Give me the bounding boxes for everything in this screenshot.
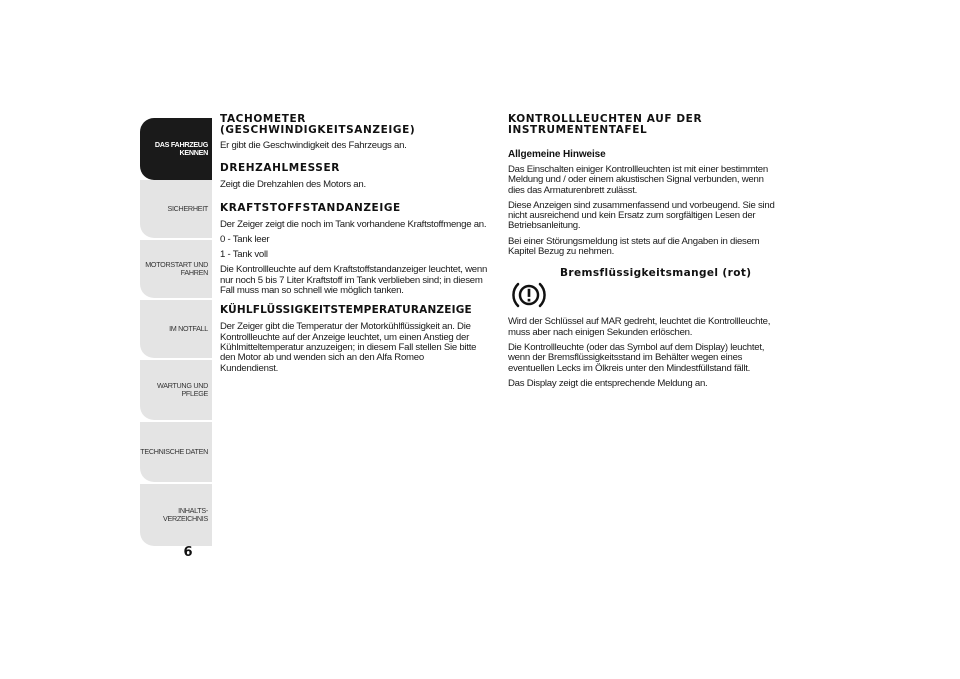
left-column: [220, 114, 502, 374]
page-number: 6: [183, 545, 193, 560]
kraftstoff-lamp-text: Die Kontrollleuchte auf dem Kraftstoffstandanzeiger leuchtet, wenn nur noch 5 bis 7 Liter Kraftstoff im Tank verblieben sind; in diesem Fall muss man so schnell wie möglich tanken.: [220, 264, 488, 297]
tab-im-notfall[interactable]: [140, 300, 212, 358]
drehzahl-heading: DREHZAHLMESSER: [220, 162, 340, 175]
brake-warning-icon: [510, 276, 548, 314]
kraftstoff-empty: 0 - Tank leer: [220, 233, 270, 245]
tab-label: WARTUNG UND PFLEGE: [156, 380, 208, 398]
kraftstoff-heading: KRAFTSTOFFSTANDANZEIGE: [220, 201, 401, 214]
tab-sicherheit[interactable]: [140, 180, 212, 238]
tacho-heading: TACHOMETER (GESCHWINDIGKEITSANZEIGE): [220, 113, 416, 136]
drehzahl-text: Zeigt die Drehzahlen des Motors an.: [220, 179, 366, 191]
tab-wartung-und-pflege[interactable]: [140, 360, 212, 420]
kontrollleuchten-heading: KONTROLLLEUCHTEN AUF DER INSTRUMENTENTAFEL: [508, 113, 703, 136]
tab-inhaltsverzeichnis[interactable]: [140, 484, 212, 546]
intro-paragraph-2: Diese Anzeigen sind zusammenfassend und vorbeugend. Sie sind nicht ausreichend und kein Ersatz zum sorgfältigen Lesen der Betriebsanleitung.: [508, 199, 775, 232]
tab-label: INHALTS- VERZEICHNIS: [162, 505, 208, 523]
intro-paragraph-3: Bei einer Störungsmeldung ist stets auf die Angaben in diesem Kapitel Bezug zu nehmen.: [508, 235, 760, 258]
kuehl-heading: KÜHLFLÜSSIGKEITSTEMPERATURANZEIGE: [220, 304, 472, 317]
kuehl-text: Der Zeiger gibt die Temperatur der Motorkühlflüssigkeit an. Die Kontrollleuchte auf der Anzeige leuchtet, um einen Anstieg der Kühlmitteltemperatur anzuzeigen; in diesem Fall stellen Sie bitte den Motor ab und wenden sich an den Alfa Romeo Kundendienst.: [220, 321, 477, 374]
brake-warning-row: [508, 265, 780, 313]
kraftstoff-text: Der Zeiger zeigt die noch im Tank vorhandene Kraftstoffmenge an.: [220, 218, 487, 230]
tacho-text: Er gibt die Geschwindigkeit des Fahrzeugs an.: [220, 140, 407, 151]
kraftstoff-full: 1 - Tank voll: [220, 249, 268, 261]
intro-paragraph-1: Das Einschalten einiger Kontrollleuchten ist mit einer bestimmten Meldung und / oder einem akustischen Signal verbunden, wenn dies das Armaturenbrett zulässt.: [508, 164, 768, 196]
tab-label: IM NOTFALL: [169, 323, 208, 333]
tab-label: DAS FAHRZEUG KENNEN: [154, 139, 208, 157]
tab-label: SICHERHEIT: [167, 203, 208, 213]
brake-paragraph-2: Die Kontrollleuchte (oder das Symbol auf dem Display) leuchtet, wenn der Bremsflüssigkeitsstand im Behälter wegen eines eventuellen Lecks im Ölkreis unter den Mindestfüllstand fällt.: [508, 341, 765, 374]
brake-paragraph-3: Das Display zeigt die entsprechende Meldung an.: [508, 377, 708, 389]
tab-motorstart-und-fahren[interactable]: [140, 240, 212, 298]
brake-paragraph-1: Wird der Schlüssel auf MAR gedreht, leuchtet die Kontrollleuchte, muss aber nach einigen Sekunden erlöschen.: [508, 316, 771, 338]
tab-label: TECHNISCHE DATEN: [140, 446, 208, 456]
tab-technische-daten[interactable]: [140, 422, 212, 482]
brake-warning-title: Bremsflüssigkeitsmangel (rot): [560, 267, 752, 280]
general-notes-subheading: Allgemeine Hinweise: [508, 149, 606, 160]
tab-das-fahrzeug-kennen[interactable]: [140, 118, 212, 180]
right-column: [508, 114, 780, 389]
tab-label: MOTORSTART UND FAHREN: [145, 259, 208, 277]
